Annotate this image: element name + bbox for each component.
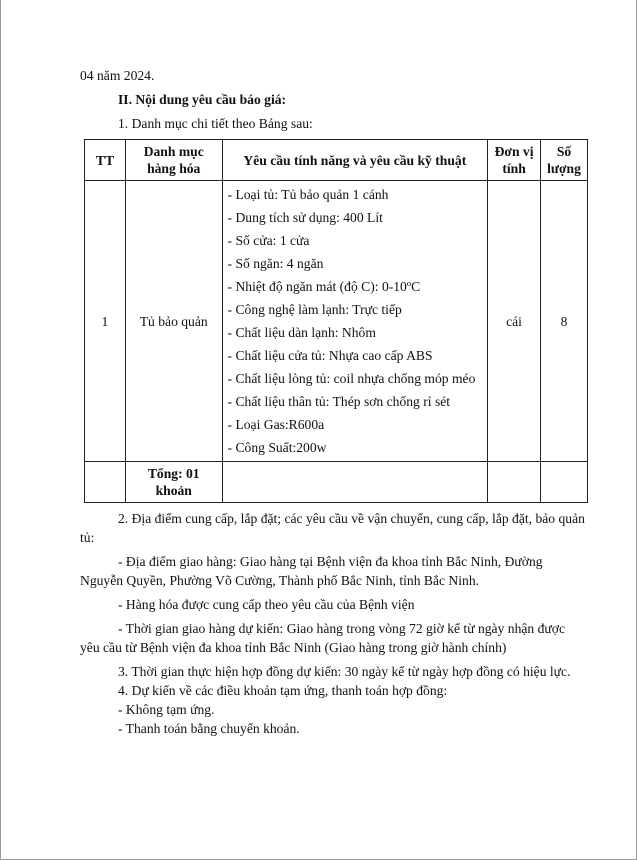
table-total-row (85, 462, 588, 503)
paragraph-contract-time: 3. Thời gian thực hiện hợp đồng dự kiến: 30 ngày kể từ ngày hợp đồng có hiệu lực. (118, 664, 571, 679)
header-unit: Đơn vị tính (488, 140, 541, 181)
paragraph-no-advance: - Không tạm ứng. (118, 702, 215, 717)
requirement-line: - Loại Gas:R600a (227, 417, 325, 432)
row-item: Tủ bảo quản (125, 181, 222, 462)
requirement-line: - Số cửa: 1 cửa (227, 233, 310, 248)
list-intro: 1. Danh mục chi tiết theo Bảng sau: (118, 116, 313, 131)
spec-table (84, 139, 588, 503)
total-label: Tổng: 01 khoản (125, 462, 222, 503)
table-row (85, 181, 588, 462)
row-tt: 1 (85, 181, 126, 462)
requirement-line: - Công nghệ làm lạnh: Trực tiếp (227, 302, 402, 317)
row-unit: cái (488, 181, 541, 462)
intro-line: 04 năm 2024. (80, 68, 155, 83)
table-header-row (85, 140, 588, 181)
paragraph-goods-supply: - Hàng hóa được cung cấp theo yêu cầu của Bệnh viện (118, 597, 415, 612)
section-heading: II. Nội dung yêu cầu báo giá: (118, 92, 287, 107)
requirement-line: - Số ngăn: 4 ngăn (227, 256, 324, 271)
page-border-left (0, 0, 1, 860)
row-requirements (222, 181, 488, 462)
requirement-line: - Chất liệu lòng tủ: coil nhựa chống móp méo (227, 371, 476, 386)
total-empty-cell (85, 462, 126, 503)
total-empty-cell (540, 462, 587, 503)
paragraph-bank-transfer: - Thanh toán bằng chuyển khoản. (118, 721, 300, 736)
requirement-line: - Chất liệu thân tủ: Thép sơn chống rỉ sét (227, 394, 451, 409)
requirement-line: - Loại tủ: Tủ bảo quản 1 cánh (227, 187, 389, 202)
paragraph-payment-terms: 4. Dự kiến về các điều khoản tạm ứng, thanh toán hợp đồng: (118, 683, 448, 698)
total-empty-cell (488, 462, 541, 503)
paragraph-delivery-location: 2. Địa điểm cung cấp, lắp đặt; các yêu cầu về vận chuyển, cung cấp, lắp đặt, bảo quản tủ: (80, 511, 585, 545)
header-quantity: Số lượng (540, 140, 587, 181)
document-page (80, 66, 588, 738)
paragraph-delivery-address: - Địa điểm giao hàng: Giao hàng tại Bệnh viện đa khoa tỉnh Bắc Ninh, Đường Nguyễn Quyền, Phường Võ Cường, Thành phố Bắc Ninh, tỉnh Bắc Ninh. (80, 554, 543, 588)
header-requirements: Yêu cầu tính năng và yêu cầu kỹ thuật (222, 140, 488, 181)
header-tt: TT (85, 140, 126, 181)
requirement-line: - Dung tích sử dụng: 400 Lít (227, 210, 383, 225)
row-quantity: 8 (540, 181, 587, 462)
requirement-line: - Chất liệu dàn lạnh: Nhôm (227, 325, 376, 340)
requirement-line: - Chất liệu cửa tủ: Nhựa cao cấp ABS (227, 348, 433, 363)
requirement-line: - Công Suất:200w (227, 440, 327, 455)
requirement-line: - Nhiệt độ ngăn mát (độ C): 0-10ºC (227, 279, 421, 294)
total-empty-cell (222, 462, 488, 503)
header-item: Danh mục hàng hóa (125, 140, 222, 181)
paragraph-delivery-time: - Thời gian giao hàng dự kiến: Giao hàng trong vòng 72 giờ kể từ ngày nhận được yêu cầu từ Bệnh viện đa khoa tỉnh Bắc Ninh (Giao hàng trong giờ hành chính) (80, 621, 565, 655)
